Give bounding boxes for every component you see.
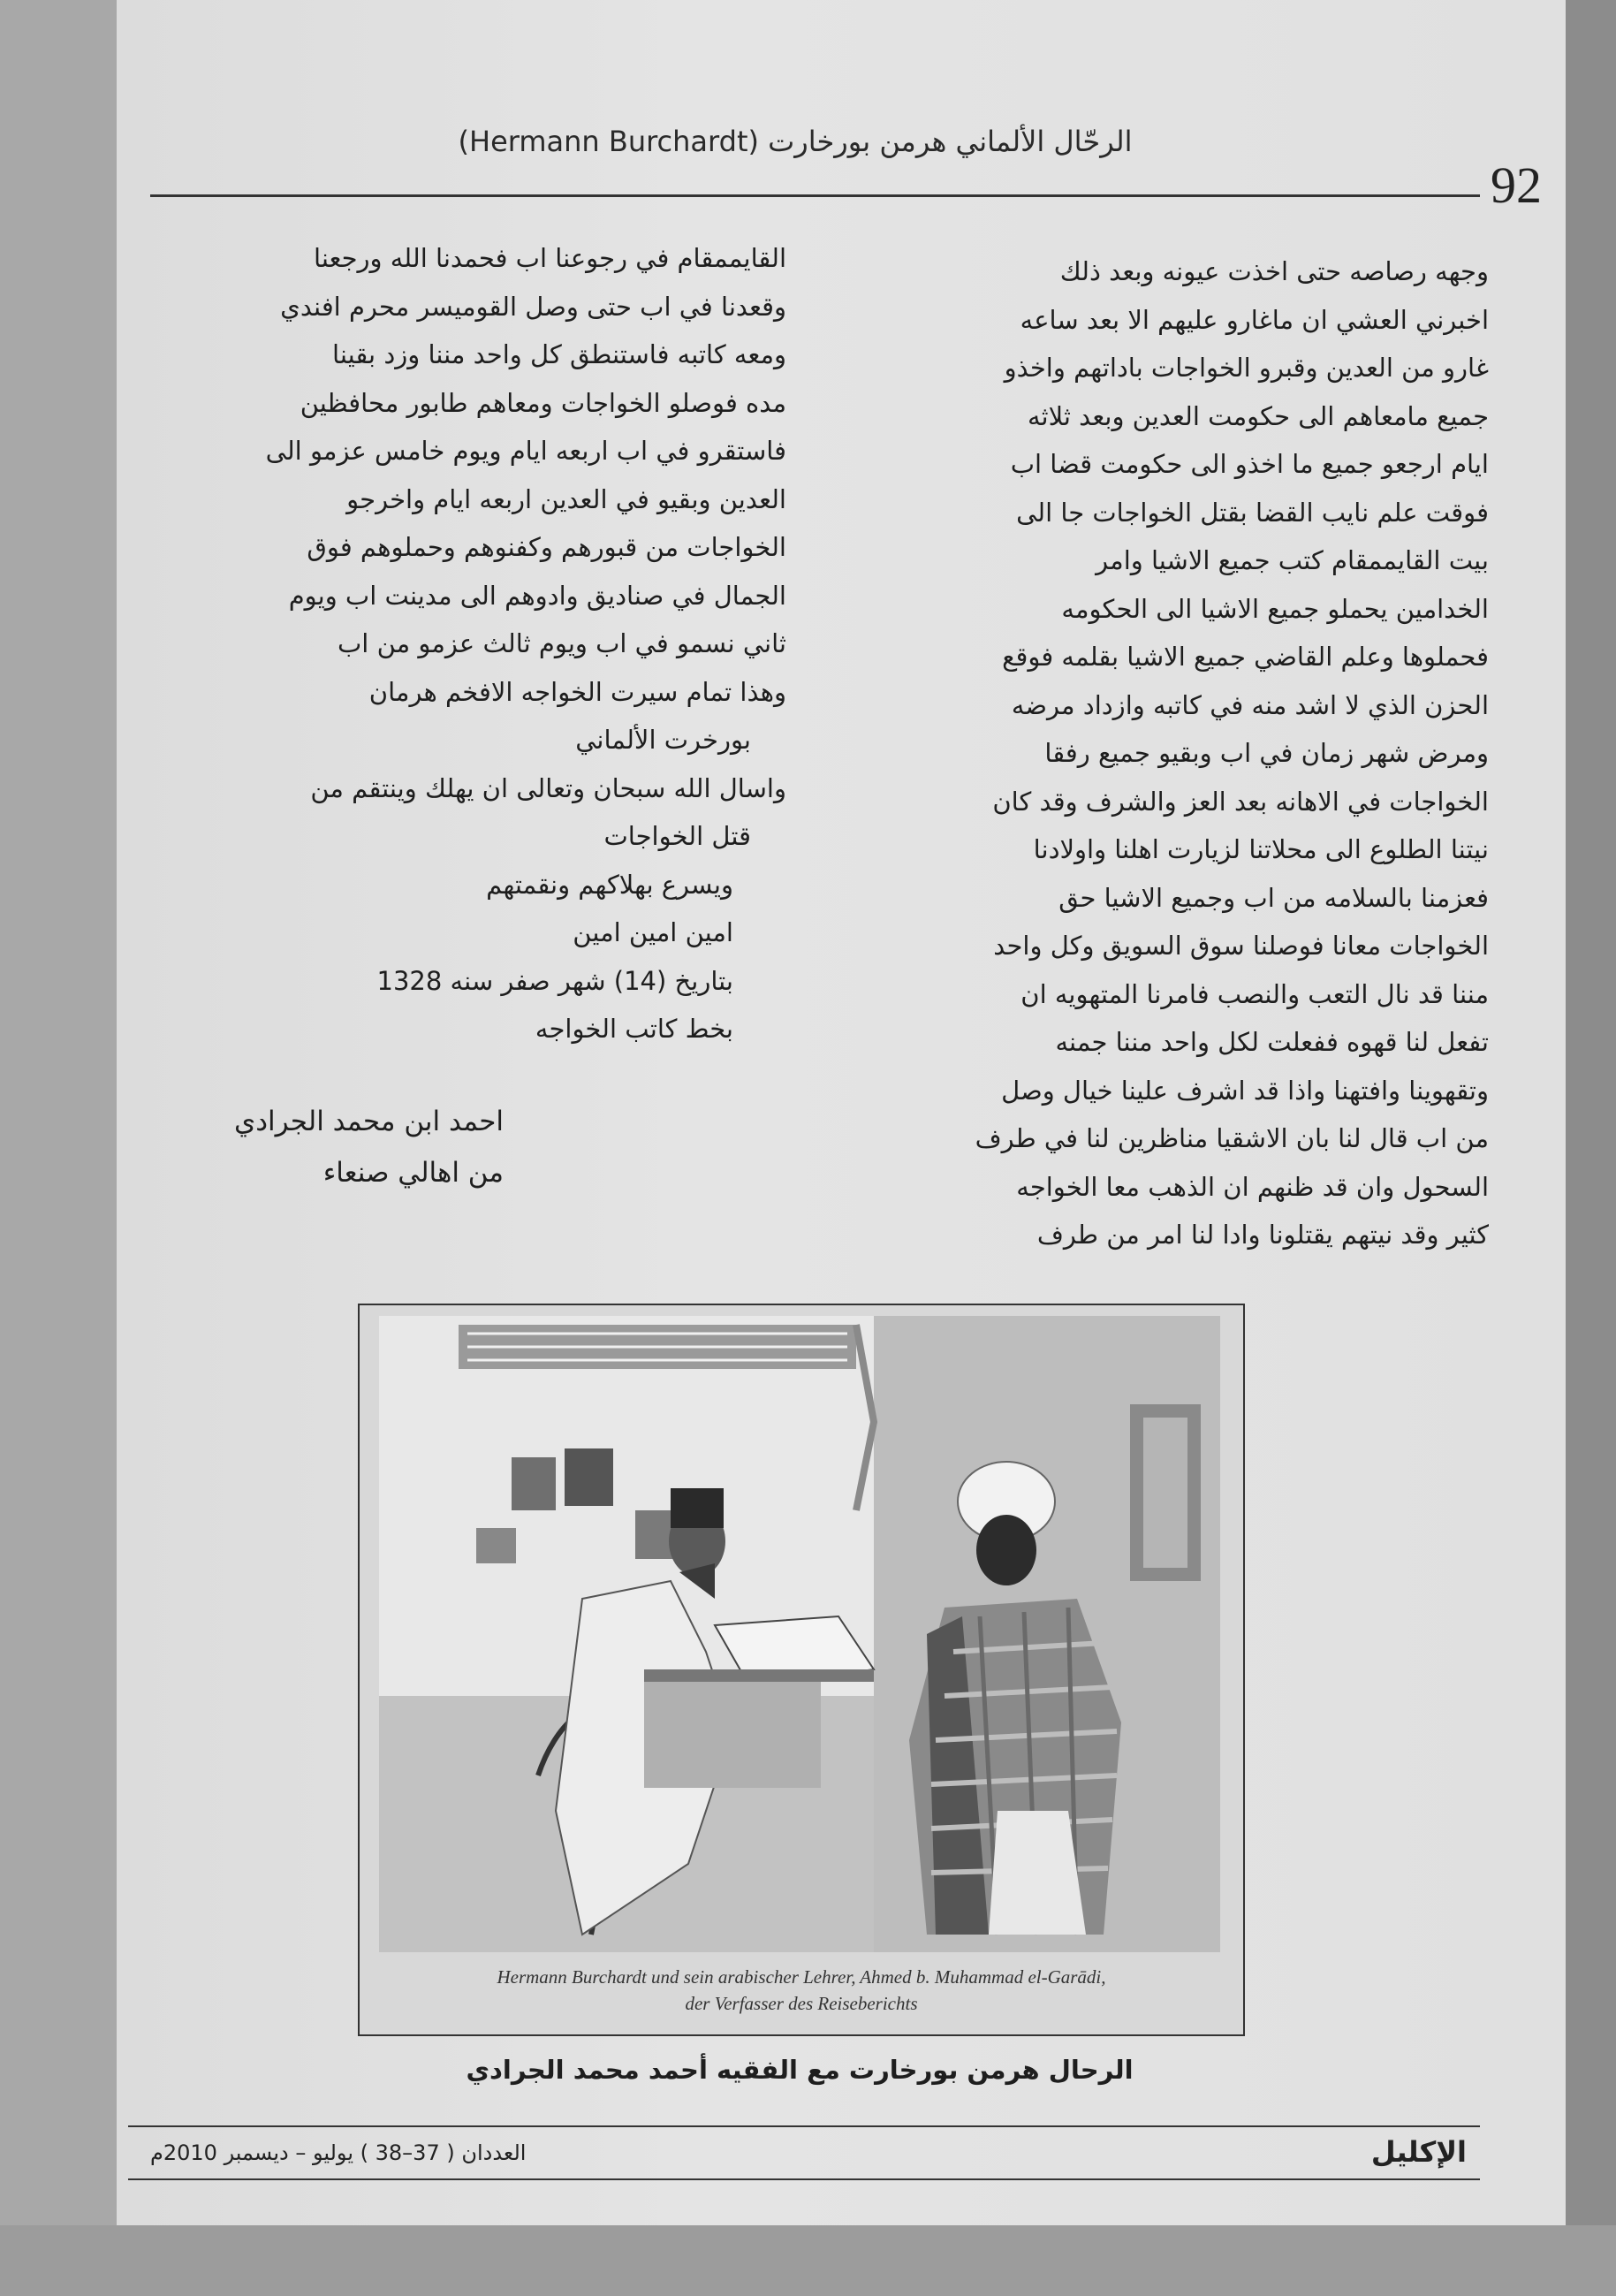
header-rule — [150, 194, 1480, 197]
scan-border-bottom — [0, 2225, 1616, 2296]
text-line: وجهه رصاصه حتى اخذت عيونه وبعد ذلك — [1059, 256, 1489, 286]
colophon-line: ويسرع بهلاكهم ونقمتهم — [486, 869, 733, 900]
colophon-line: بورخرت الألماني — [575, 725, 751, 755]
scan-border-right — [1566, 0, 1616, 2296]
photo-illustration — [379, 1316, 1220, 1952]
colophon-line: وهذا تمام سيرت الخواجه الافخم هرمان — [368, 676, 786, 707]
text-line: ومعه كاتبه فاستنطق كل واحد مننا وزد بقينا — [332, 339, 786, 369]
colophon-line: امين امين امين — [573, 917, 733, 947]
footer-rule-top — [128, 2125, 1480, 2127]
text-line: السحول وان قد ظنهم ان الذهب معا الخواجه — [1016, 1171, 1489, 1202]
text-line: ومرض شهر زمان في اب وبقيو جميع رفقا — [1044, 738, 1489, 768]
footer-issue-info: العددان ( 37–38 ) يوليو – ديسمبر 2010م — [150, 2140, 527, 2165]
footer-rule-bottom — [128, 2178, 1480, 2180]
author-name: احمد ابن محمد الجرادي — [233, 1106, 504, 1137]
colophon-date: بتاريخ (14) شهر صفر سنه 1328 — [376, 965, 733, 996]
text-line: جميع مامعاهم الى حكومت العدين وبعد ثلاثه — [1027, 400, 1489, 431]
text-line: وقعدنا في اب حتى وصل القوميسر محرم افندي — [280, 291, 786, 322]
text-line: وتقهوينا وافتهنا واذا قد اشرف علينا خيال وصل — [1001, 1075, 1489, 1106]
photo-figure — [358, 1304, 1245, 2036]
text-line: مده فوصلو الخواجات ومعاهم طابور محافظين — [300, 387, 786, 418]
text-line: من اب قال لنا بان الاشقيا مناظرين لنا في طرف — [975, 1123, 1489, 1153]
text-line: مننا قد نال التعب والنصب فامرنا المتهويه ان — [1020, 978, 1489, 1009]
photo-caption-arabic: الرحال هرمن بورخارت مع الفقيه أحمد محمد الجرادي — [466, 2055, 1134, 2085]
text-line: ثاني نسمو في اب ويوم ثالث عزمو من اب — [338, 628, 786, 658]
colophon-line: قتل الخواجات — [603, 821, 751, 851]
text-line: اخبرني العشي ان ماغارو عليهم الا بعد ساعه — [1020, 304, 1489, 335]
author-origin: من اهالي صنعاء — [322, 1157, 504, 1189]
text-line: الخدامين يحملو جميع الاشيا الى الحكومه — [1061, 593, 1489, 624]
text-line: الحزن الذي لا اشد منه في كاتبه وازداد مرضه — [1011, 689, 1489, 720]
text-line: الجمال في صناديق وادوهم الى مدينت اب ويوم — [288, 580, 786, 611]
text-line: بيت القايممقام كتب جميع الاشيا وامر — [1096, 545, 1489, 575]
text-line: غارو من العدين وقبرو الخواجات باداتهم واخذو — [1004, 353, 1489, 383]
text-line: العدين وبقيو في العدين اربعه ايام واخرجو — [346, 483, 786, 514]
text-line: فحملوها وعلم القاضي جميع الاشيا بقلمه فوقع — [1002, 642, 1489, 672]
text-line: الخواجات من قبورهم وكفنوهم وحملوهم فوق — [307, 532, 786, 562]
photo-caption-german — [377, 1964, 1225, 2017]
footer-journal-name: الإكليل — [1370, 2135, 1467, 2169]
text-column-left — [141, 234, 786, 1053]
text-line: تفعل لنا قهوه ففعلت لكل واحد مننا جمنه — [1055, 1027, 1489, 1057]
text-line: كثير وقد نيتهم يقتلونا وادا لنا امر من طرف — [1036, 1220, 1489, 1250]
page-number: 92 — [1491, 156, 1542, 214]
caption-line: der Verfasser des Reiseberichts — [685, 1993, 918, 2014]
caption-line: Hermann Burchardt und sein arabischer Lehrer, Ahmed b. Muhammad el-Garādi, — [497, 1966, 1106, 1988]
text-column-right — [848, 247, 1489, 1259]
colophon-line: بخط كاتب الخواجه — [535, 1014, 733, 1044]
scan-border-left — [0, 0, 117, 2296]
text-line: ايام ارجعو جميع ما اخذو الى حكومت قضا اب — [1010, 449, 1489, 479]
author-signature — [150, 1096, 504, 1198]
text-line: الخواجات في الاهانه بعد العز والشرف وقد كان — [992, 786, 1489, 817]
historical-photograph — [379, 1316, 1220, 1952]
text-line: القايممقام في رجوعنا اب فحمدنا الله ورجعنا — [314, 243, 786, 273]
text-line: فاستقرو في اب اربعه ايام ويوم خامس عزمو الى — [265, 436, 786, 466]
text-line: الخواجات معانا فوصلنا سوق السويق وكل واحد — [993, 931, 1489, 961]
colophon-line: واسال الله سبحان وتعالى ان يهلك وينتقم من — [310, 772, 786, 803]
text-line: فعزمنا بالسلامه من اب وجميع الاشيا حق — [1058, 882, 1489, 913]
text-line: نيتنا الطلوع الى محلاتنا لزيارت اهلنا واولادنا — [1033, 834, 1489, 864]
running-head: الرحّال الألماني هرمن بورخارت (Hermann Burchardt) — [458, 125, 1133, 158]
text-line: فوقت علم نايب القضا بقتل الخواجات جا الى — [1016, 497, 1489, 528]
